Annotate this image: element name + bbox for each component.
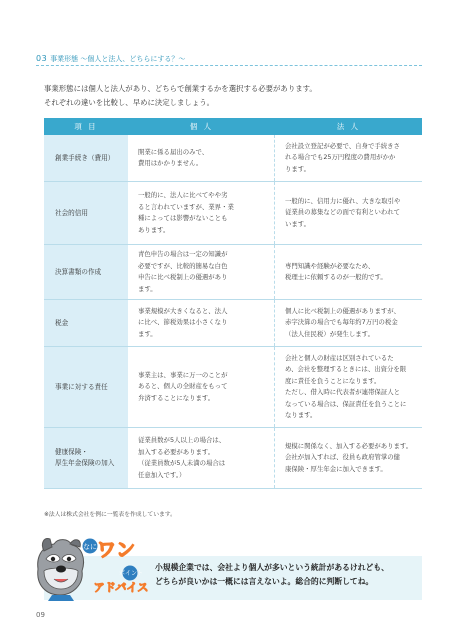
row-item-cell-text xyxy=(55,382,108,393)
row-item-cell xyxy=(44,300,128,346)
page-number: 09 xyxy=(36,611,45,619)
cell-line: あると、個人の全財産をもって xyxy=(138,382,228,391)
badge-sub-text: ポイント xyxy=(118,570,144,577)
cell-line: （従業員数が5人未満の場合は xyxy=(138,459,226,467)
table-row xyxy=(44,300,422,347)
section-divider xyxy=(36,65,422,66)
cell-line: 任意加入です。） xyxy=(138,470,186,479)
cell-line: 事業に対する責任 xyxy=(55,382,108,391)
cell-line: 弁済することになります。 xyxy=(138,393,215,402)
cell-line: 開業に係る届出のみで、 xyxy=(138,147,209,156)
row-personal-cell-text xyxy=(138,306,227,341)
cell-line: 費用はかかりません。 xyxy=(138,159,203,167)
cell-line: に比べ、節税効果は小さくなり xyxy=(138,318,228,327)
cell-line: 従業員数が5人以上の場合は、 xyxy=(138,436,226,444)
cell-line: 一般的に、法人に比べてやや劣 xyxy=(138,191,228,199)
table-header xyxy=(44,118,422,135)
advice-line: どちらが良いかは一概には言えないよ。総合的に判断してね。 xyxy=(155,577,374,586)
row-item-cell xyxy=(44,182,128,244)
table-row xyxy=(44,182,422,245)
cell-line: ただし、借入時に代表者が連帯保証人と xyxy=(285,388,401,396)
row-item-cell-text xyxy=(55,208,88,219)
row-corporate-cell xyxy=(275,300,422,346)
table-row xyxy=(44,135,422,182)
cell-line: 申告に比べ税制上の優遇があり xyxy=(138,273,228,281)
row-corporate-cell xyxy=(275,135,422,181)
badge-main-text: ワン xyxy=(96,539,136,561)
row-item-cell-text xyxy=(55,153,114,164)
cell-line: 赤字決算の場合でも毎年約7万円の税金 xyxy=(285,318,398,327)
section-number: 03 xyxy=(36,54,48,63)
cell-line: 規模に関係なく、加入する必要があります。 xyxy=(285,441,413,450)
cell-line: 専門知識や経験が必要なため、 xyxy=(285,261,375,270)
cell-line: 厚生年金保険の加入 xyxy=(55,459,115,467)
table-body xyxy=(44,135,422,489)
row-corporate-cell-text xyxy=(285,261,387,284)
row-personal-cell-text xyxy=(138,435,225,481)
section-heading xyxy=(36,54,185,64)
badge-bottom-text: アドバイス xyxy=(93,581,149,594)
row-corporate-cell-text xyxy=(285,196,400,231)
cell-line: 必要ですが、比較的簡易な白色 xyxy=(138,261,228,270)
row-personal-cell xyxy=(128,182,275,244)
row-item-cell xyxy=(44,347,128,427)
cell-line: 会社が加入すれば、役員も政府管掌の健 xyxy=(285,453,401,462)
cell-line: ります。 xyxy=(285,164,311,173)
advice-line: 小規模企業では、会社より個人が多いという統計があるけれども、 xyxy=(155,563,389,572)
cell-line: 青色申告の場合は一定の知識が xyxy=(138,250,228,258)
row-corporate-cell xyxy=(275,347,422,427)
cell-line: 従業員の募集などの面で有利といわれて xyxy=(285,208,401,217)
cell-line: 加入する必要があります。 xyxy=(138,447,215,456)
cell-line: ます。 xyxy=(138,329,157,338)
header-corporate: 法 人 xyxy=(336,122,361,131)
cell-line: 事業規模が大きくなると、法人 xyxy=(138,306,228,315)
row-personal-cell xyxy=(128,428,275,488)
header-item: 項 目 xyxy=(74,122,98,131)
row-corporate-cell-text xyxy=(285,141,400,176)
cell-line: れる場合でも25万円程度の費用がかか xyxy=(285,153,396,162)
cell-line: 創業手続き（費用） xyxy=(55,153,115,162)
section-title: 事業形態 ～個人と法人、どちらにする？～ xyxy=(50,55,186,63)
cell-line: 健康保険・ xyxy=(55,448,88,456)
row-item-cell-text xyxy=(55,318,68,329)
row-personal-cell xyxy=(128,300,275,346)
cell-line: 康保険・厚生年金に加入できます。 xyxy=(285,464,387,473)
row-corporate-cell xyxy=(275,182,422,244)
cell-line: 事業主は、事業に万一のことが xyxy=(138,370,228,379)
row-corporate-cell-text xyxy=(285,441,412,476)
row-item-cell xyxy=(44,428,128,488)
row-personal-cell xyxy=(128,135,275,181)
row-item-cell xyxy=(44,135,128,181)
row-personal-cell xyxy=(128,245,275,299)
row-corporate-cell xyxy=(275,245,422,299)
cell-line: 税理士に依頼するのが一般的です。 xyxy=(285,273,387,281)
row-item-cell xyxy=(44,245,128,299)
mascot-dog-icon xyxy=(30,529,158,605)
cell-line: ます。 xyxy=(138,284,157,293)
row-personal-cell-text xyxy=(138,190,234,236)
table-row xyxy=(44,428,422,489)
cell-line: 決算書類の作成 xyxy=(55,267,102,276)
row-corporate-cell xyxy=(275,428,422,488)
cell-line: 税金 xyxy=(55,318,69,327)
table-row xyxy=(44,245,422,300)
badge-top-text: なに xyxy=(83,543,97,551)
row-personal-cell-text xyxy=(138,370,227,405)
cell-line: 度に責任を負うことになります。 xyxy=(285,376,381,385)
cell-line: ると言われていますが、業界・業 xyxy=(138,202,234,211)
intro-line: それぞれの違いを比較し、早めに決定しましょう。 xyxy=(44,98,214,107)
cell-line: います。 xyxy=(285,219,311,228)
row-corporate-cell-text xyxy=(285,306,400,341)
table-row xyxy=(44,347,422,428)
row-personal-cell-text xyxy=(138,147,208,170)
advice-text xyxy=(155,561,389,589)
row-corporate-cell-text xyxy=(285,353,406,422)
row-personal-cell-text xyxy=(138,249,227,295)
cell-line: あります。 xyxy=(138,225,170,234)
cell-line: 個人に比べ税制上の優遇がありますが、 xyxy=(285,306,401,315)
row-personal-cell xyxy=(128,347,275,427)
cell-line: なります。 xyxy=(285,411,317,419)
cell-line: 会社と個人の財産は区別されているた xyxy=(285,353,394,362)
intro-text xyxy=(44,82,424,110)
cell-line: 会社設立登記が必要で、自身で手続きさ xyxy=(285,141,400,150)
row-item-cell-text xyxy=(55,267,101,278)
cell-line: なっている場合は、保証責任を負うことに xyxy=(285,399,407,408)
cell-line: （法人住民税）が発生します。 xyxy=(285,329,374,338)
cell-line: 社会的信用 xyxy=(55,208,88,217)
cell-line: め、会社を整理するときには、出資分を限 xyxy=(285,365,407,373)
row-item-cell-text xyxy=(55,447,114,469)
table-footnote: ※法人は株式会社を例に一覧表を作成しています。 xyxy=(44,512,176,518)
header-personal: 個 人 xyxy=(189,122,214,131)
cell-line: 一般的に、信用力に優れ、大きな取引や xyxy=(285,196,401,205)
cell-line: 種によっては影響がないことも xyxy=(138,214,228,222)
comparison-table xyxy=(44,118,422,489)
intro-line: 事業形態には個人と法人があり、どちらで創業するかを選択する必要があります。 xyxy=(44,84,317,93)
